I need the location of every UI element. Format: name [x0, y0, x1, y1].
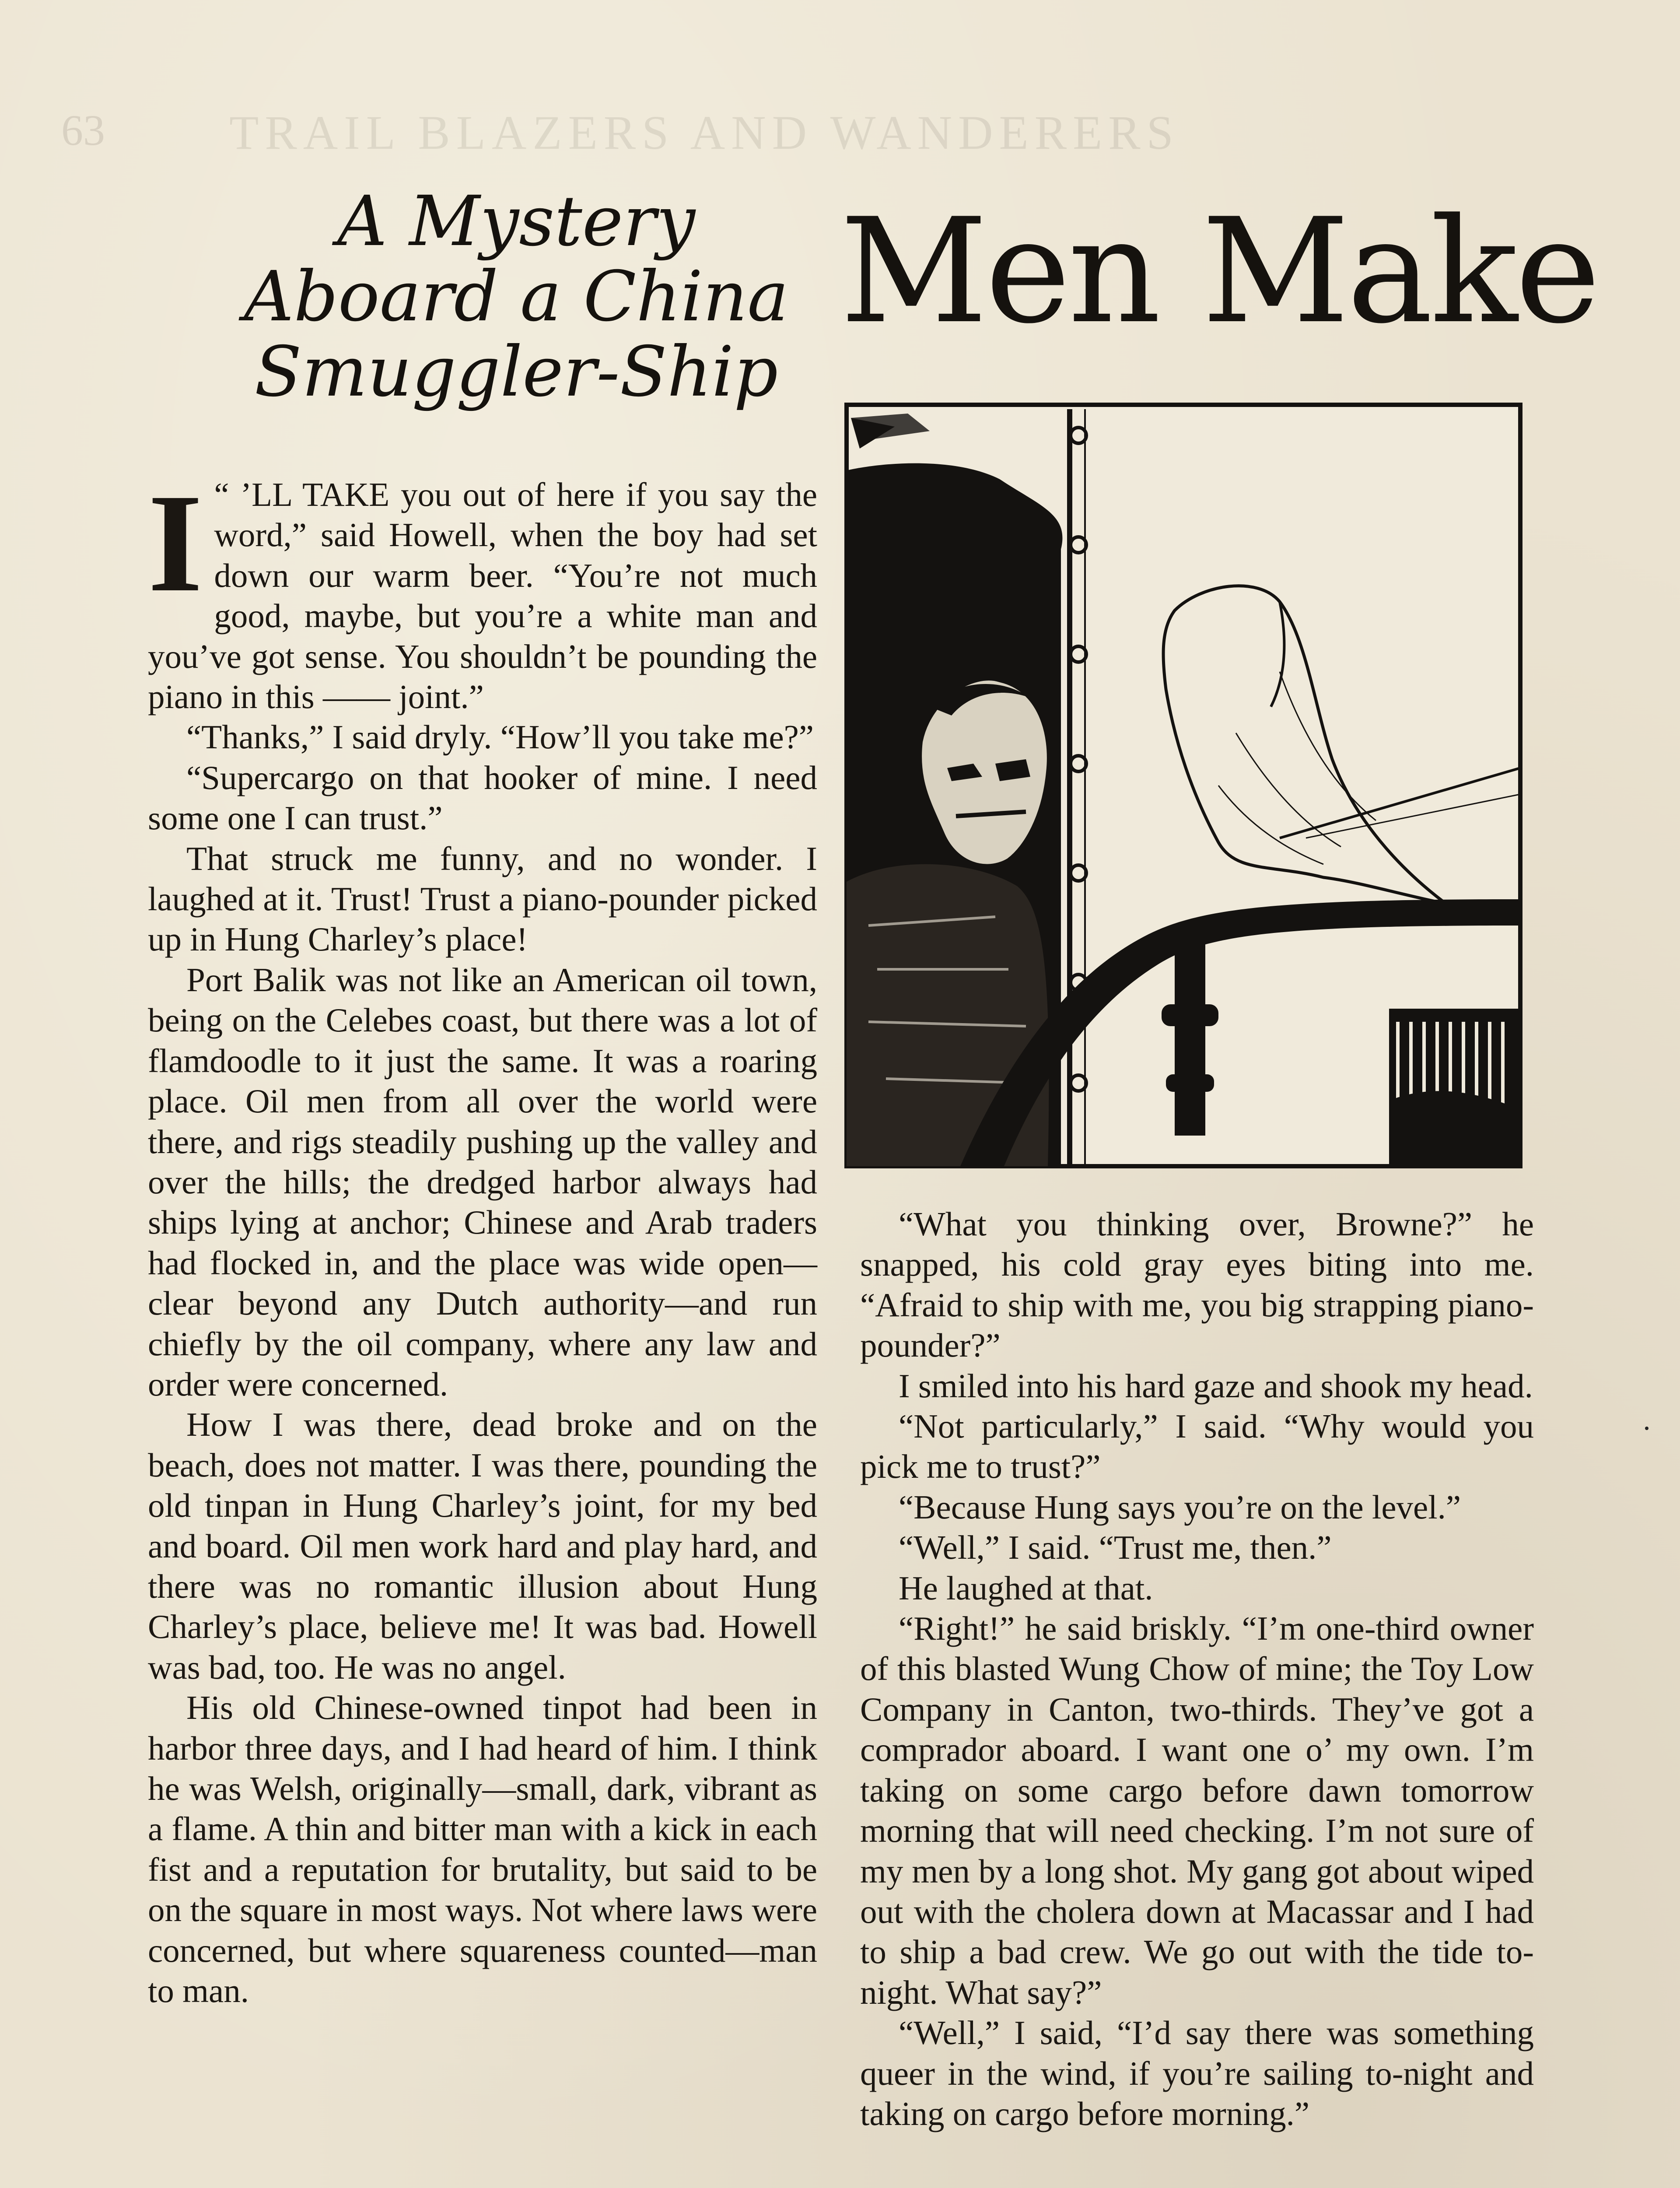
story-headline: Men Make	[840, 187, 1598, 355]
paragraph: “Supercargo on that hooker of mine. I need some one I can trust.”	[148, 758, 817, 837]
speck-mark	[1645, 1427, 1648, 1430]
story-illustration	[842, 400, 1525, 1171]
tagline-line: Aboard a China	[244, 256, 789, 337]
left-text-column	[148, 465, 817, 2011]
paragraph: He laughed at that.	[899, 1569, 1153, 1607]
paragraph: “ ’LL TAKE you out of here if you say the word,” said Howell, when the boy had set down our warm beer. “You’re not much good, maybe, but you’re a white man and you’ve got sense. You shouldn’t be pounding the piano in this —— joint.”	[148, 476, 817, 716]
paragraph: “What you thinking over, Browne?” he snapped, his cold gray eyes biting into me. “Afraid to ship with me, you big strapping piano-pounder?”	[860, 1205, 1534, 1364]
paragraph: “Not particularly,” I said. “Why would you pick me to trust?”	[860, 1407, 1534, 1486]
paragraph: “Thanks,” I said dryly. “How’ll you take me?”	[186, 718, 814, 756]
paragraph: That struck me funny, and no wonder. I laughed at it. Trust! Trust a piano-pounder picked up in Hung Charley’s place!	[148, 839, 817, 958]
drop-cap: I	[148, 465, 203, 621]
tagline-line: Smuggler-Ship	[254, 332, 778, 412]
paragraph: Port Balik was not like an American oil town, being on the Celebes coast, but there was a lot of flamdoodle to it just the same. It was a roaring place. Oil men from all over the world were there, and rigs steadily pushing up the valley and over the hills; the dredged harbor always had ships lying at anchor; Chinese and Arab traders had flocked in, and the place was wide open—clear beyond any Dutch authority—and run chiefly by the oil company, where any law and order were concerned.	[148, 961, 817, 1403]
illustration-drawing	[842, 400, 1525, 1171]
running-page-number: 63	[61, 106, 105, 154]
paragraph: His old Chinese-owned tinpot had been in harbor three days, and I had heard of him. I think he was Welsh, originally—small, dark, vibrant as a flame. A thin and bitter man with a kick in each fist and a reputation for brutality, but said to be on the square in most ways. Not where laws were concerned, but where squareness counted—man to man.	[148, 1689, 817, 2010]
tagline-line: A Mystery	[337, 181, 696, 262]
paragraph: “Well,” I said, “I’d say there was something queer in the wind, if you’re sailing to-night and taking on cargo before morning.”	[860, 2014, 1534, 2132]
paragraph: “Right!” he said briskly. “I’m one-third owner of this blasted Wung Chow of mine; the Toy Low Company in Canton, two-thirds. They’ve got a comprador aboard. I want one o’ my own. I’m taking on some cargo before dawn tomorrow morning that will need checking. I’m not sure of my men by a long shot. My gang got about wiped out with the cholera down at Macassar and I had to ship a bad crew. We go out with the tide to-night. What say?”	[860, 1609, 1534, 2011]
paragraph: I smiled into his hard gaze and shook my head.	[899, 1367, 1533, 1405]
right-text-column	[860, 1204, 1534, 2134]
paragraph: “Because Hung says you’re on the level.”	[899, 1488, 1461, 1526]
paragraph: How I was there, dead broke and on the beach, does not matter. I was there, pounding the old tinpan in Hung Charley’s joint, for my bed and board. Oil men work hard and play hard, and there was no romantic illusion about Hung Charley’s place, believe me! It was bad. Howell was bad, too. He was no angel.	[148, 1406, 817, 1686]
paragraph: “Well,” I said. “Trust me, then.”	[899, 1529, 1332, 1567]
running-header: TRAIL BLAZERS AND WANDERERS	[229, 106, 1180, 159]
story-tagline	[188, 181, 844, 412]
